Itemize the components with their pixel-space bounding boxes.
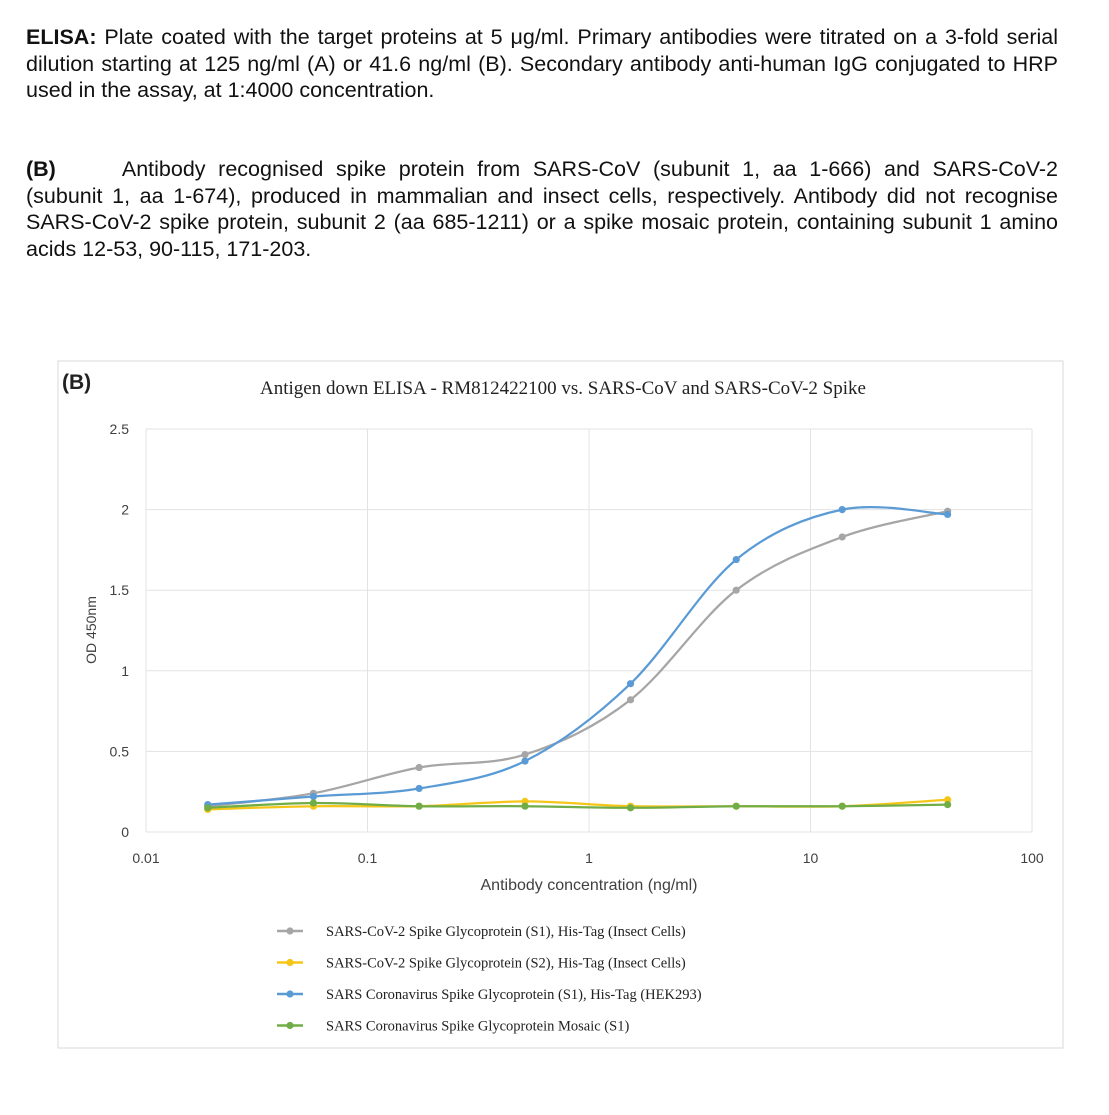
x-tick-label: 1 bbox=[585, 850, 593, 866]
data-point bbox=[839, 803, 846, 810]
panel-b-description: Antibody recognised spike protein from SARS-CoV (subunit 1, aa 1-666) and SARS-CoV-2 (subunit 1, aa 1-674), produced in mammalian and insect cells, respectively. Antibody did not recognise SARS-CoV-2 spike protein, subunit 2 (aa 685-1211) or a spike mosaic protein, containing subunit 1 amino acids 12-53, 90-115, 171-203. bbox=[26, 157, 1058, 261]
data-point bbox=[521, 803, 528, 810]
data-point bbox=[627, 696, 634, 703]
data-point bbox=[521, 751, 528, 758]
elisa-label: ELISA: bbox=[26, 25, 97, 49]
data-point bbox=[416, 785, 423, 792]
legend-label: SARS-CoV-2 Spike Glycoprotein (S1), His-Tag (Insect Cells) bbox=[326, 924, 686, 940]
data-point bbox=[204, 804, 211, 811]
y-tick-label: 2.5 bbox=[109, 421, 129, 437]
data-point bbox=[839, 506, 846, 513]
data-point bbox=[521, 757, 528, 764]
legend-label: SARS-CoV-2 Spike Glycoprotein (S2), His-Tag (Insect Cells) bbox=[326, 955, 686, 972]
x-tick-label: 0.1 bbox=[357, 850, 378, 866]
data-point bbox=[839, 533, 846, 540]
legend-label: SARS Coronavirus Spike Glycoprotein (S1), His-Tag (HEK293) bbox=[326, 987, 702, 1003]
x-tick-label: 0.01 bbox=[132, 850, 160, 866]
y-axis-label: OD 450nm bbox=[83, 596, 99, 664]
chart-title: Antigen down ELISA - RM812422100 vs. SARS-CoV and SARS-CoV-2 Spike bbox=[260, 378, 866, 399]
elisa-description: Plate coated with the target proteins at 5 μg/ml. Primary antibodies were titrated on a 3-fold serial dilution starting at 125 ng/ml (A) or 41.6 ng/ml (B). Secondary antibody anti-human IgG conjugated to HRP used in the assay, at 1:4000 concentration. bbox=[26, 25, 1058, 102]
legend-swatch-marker bbox=[286, 959, 293, 966]
data-point bbox=[416, 764, 423, 771]
x-tick-label: 100 bbox=[1020, 850, 1044, 866]
y-tick-label: 0.5 bbox=[109, 743, 129, 760]
data-point bbox=[627, 680, 634, 687]
data-point bbox=[310, 799, 317, 806]
chart-panel-label: (B) bbox=[62, 371, 92, 394]
data-point bbox=[733, 587, 740, 594]
y-tick-label: 2 bbox=[121, 501, 129, 518]
chart-border bbox=[58, 361, 1063, 1048]
data-point bbox=[416, 803, 423, 810]
data-point bbox=[944, 511, 951, 518]
panel-b-label: (B) bbox=[26, 157, 56, 181]
data-point bbox=[310, 793, 317, 800]
x-axis-label: Antibody concentration (ng/ml) bbox=[480, 877, 698, 894]
legend-item bbox=[277, 924, 686, 940]
data-point bbox=[944, 801, 951, 808]
legend-item bbox=[277, 956, 686, 972]
legend-label: SARS Coronavirus Spike Glycoprotein Mosaic (S1) bbox=[326, 1018, 630, 1035]
y-tick-label: 1 bbox=[121, 662, 129, 679]
data-point bbox=[627, 804, 634, 811]
legend-swatch-marker bbox=[286, 1022, 293, 1029]
x-tick-label: 10 bbox=[802, 850, 819, 866]
data-point bbox=[733, 803, 740, 810]
legend-item bbox=[277, 987, 702, 1003]
legend-swatch-marker bbox=[286, 990, 293, 997]
y-tick-label: 0 bbox=[121, 824, 129, 840]
legend-swatch-marker bbox=[286, 927, 293, 934]
legend-item bbox=[277, 1019, 629, 1035]
data-point bbox=[733, 556, 740, 563]
y-tick-label: 1.5 bbox=[109, 582, 129, 599]
